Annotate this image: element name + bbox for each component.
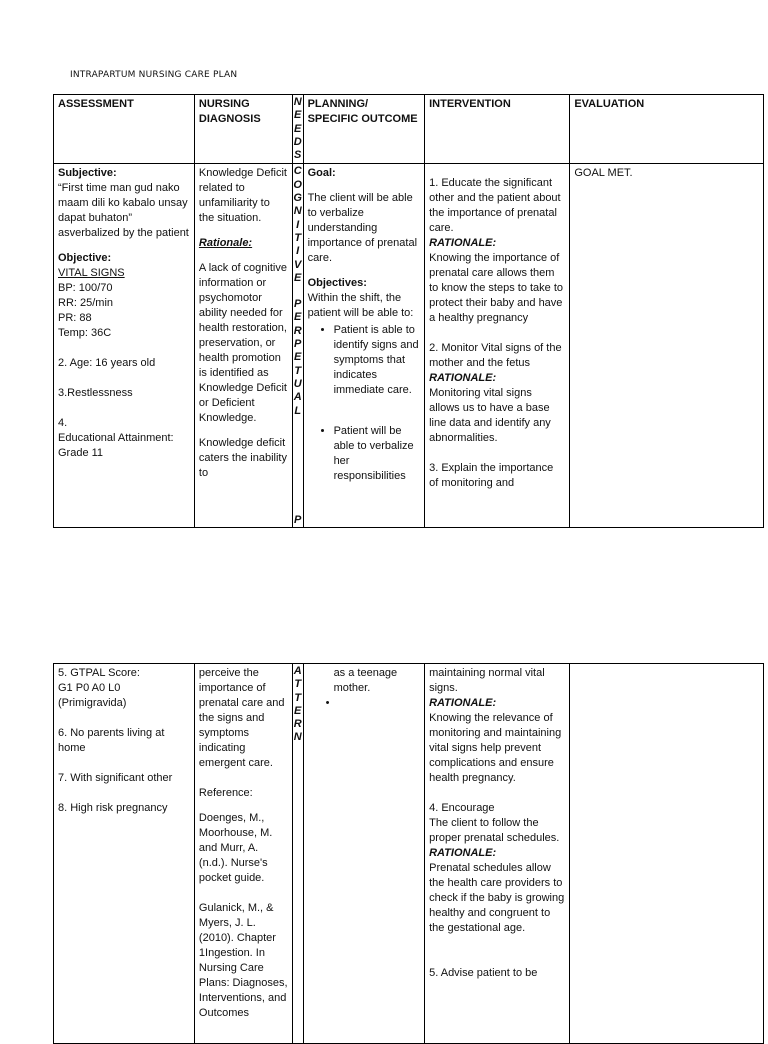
goal-text: The client will be able to verbalize understanding importance of prenatal care. bbox=[307, 192, 418, 265]
intervention-cell bbox=[425, 664, 570, 1044]
header-needs: N E E D S bbox=[292, 95, 303, 164]
rationale-text: A lack of cognitive information or psychomotor ability needed for health restoration, preservation, or health promotion is identified as Knowledge Deficit or Deficient Knowledge. bbox=[198, 262, 287, 425]
assessment-cell bbox=[54, 664, 195, 1044]
rationale-text-continued: Knowledge deficit caters the inability to bbox=[198, 437, 287, 480]
needs-cell: C O G N I T I V E P E R P E T U A L P bbox=[293, 165, 302, 527]
assessment-item-4-number: 4. bbox=[58, 417, 68, 430]
assessment-item-5-note: (Primigravida) bbox=[58, 697, 127, 709]
vital-rr: RR: 25/min bbox=[58, 297, 114, 310]
rationale-label: RATIONALE: bbox=[429, 847, 497, 859]
objective-item: • Patient will be able to verbalize her responsibilities bbox=[334, 424, 421, 484]
planning-cell bbox=[303, 164, 425, 528]
assessment-item-8: 8. High risk pregnancy bbox=[58, 802, 168, 814]
header-intervention: INTERVENTION bbox=[425, 95, 570, 164]
reference-2: Gulanick, M., & Myers, J. L. (2010). Chapter 1Ingestion. In Nursing Care Plans: Diagnoses, Interventions, and Outcomes bbox=[198, 902, 288, 1019]
vital-signs-label: VITAL SIGNS bbox=[58, 267, 125, 280]
intervention-2: 2. Monitor Vital signs of the mother and the fetus bbox=[429, 342, 562, 370]
diagnosis-text-continued: perceive the importance of prenatal care and the signs and symptoms indicating emergent care. bbox=[198, 667, 285, 769]
objective-label: Objective: bbox=[58, 252, 112, 265]
rationale-4: Prenatal schedules allow the health care providers to check if the baby is growing healthy and congruent to the gestational age. bbox=[429, 862, 565, 934]
needs-letter-last: P bbox=[294, 514, 302, 527]
reference-1: Doenges, M., Moorhouse, M. and Murr, A. (n.d.). Nurse's pocket guide. bbox=[198, 812, 273, 884]
vital-temp: Temp: 36C bbox=[58, 327, 112, 340]
rationale-2: Monitoring vital signs allows us to have a base line data and identify any abnormalities. bbox=[429, 387, 551, 445]
rationale-label: RATIONALE: bbox=[429, 237, 497, 250]
intervention-4: 4. Encourage bbox=[429, 802, 495, 814]
vital-bp: BP: 100/70 bbox=[58, 282, 113, 295]
care-plan-table-page-2 bbox=[53, 663, 764, 1044]
content-row bbox=[54, 164, 764, 528]
header-evaluation: EVALUATION bbox=[570, 95, 764, 164]
diagnosis-cell bbox=[194, 664, 292, 1044]
goal-label: Goal: bbox=[307, 167, 336, 180]
header-nursing-diagnosis: NURSING DIAGNOSIS bbox=[194, 95, 292, 164]
intervention-continued: maintaining normal vital signs. bbox=[429, 667, 545, 694]
intervention-4-detail: The client to follow the proper prenatal schedules. bbox=[429, 817, 560, 844]
needs-cell: A T T E R N bbox=[292, 664, 303, 1044]
care-plan-table-page-1 bbox=[53, 94, 764, 528]
vital-pr: PR: 88 bbox=[58, 312, 92, 325]
intervention-1: 1. Educate the significant other and the patient about the importance of prenatal care. bbox=[429, 177, 561, 235]
assessment-item-5-gtpal: G1 P0 A0 L0 bbox=[58, 682, 121, 694]
objectives-label: Objectives: bbox=[307, 277, 367, 290]
assessment-item-2: 2. Age: 16 years old bbox=[58, 357, 156, 370]
diagnosis-text: Knowledge Deficit related to unfamiliarity to the situation. bbox=[198, 167, 287, 225]
rationale-3: Knowing the relevance of monitoring and maintaining vital signs help prevent complications and ensure health pregnancy. bbox=[429, 712, 562, 784]
assessment-item-6: 6. No parents living at home bbox=[58, 727, 165, 754]
header-row bbox=[54, 95, 764, 164]
intervention-5: 5. Advise patient to be bbox=[429, 967, 538, 979]
assessment-item-5: 5. GTPAL Score: bbox=[58, 667, 140, 679]
empty-bullet: • bbox=[325, 697, 330, 709]
evaluation-cell bbox=[570, 664, 764, 1044]
content-row-continued bbox=[54, 664, 764, 1044]
objectives-list bbox=[308, 323, 421, 484]
subjective-label: Subjective: bbox=[58, 167, 117, 180]
header-assessment: ASSESSMENT bbox=[54, 95, 195, 164]
planning-cell bbox=[303, 664, 425, 1044]
evaluation-text: GOAL MET. bbox=[574, 167, 633, 180]
objectives-intro: Within the shift, the patient will be able to: bbox=[307, 292, 414, 320]
assessment-cell bbox=[54, 164, 195, 528]
intervention-3: 3. Explain the importance of monitoring and bbox=[429, 462, 554, 490]
diagnosis-cell bbox=[194, 164, 292, 528]
subjective-text: “First time man gud nako maam dili ko kabalo unsay dapat buhaton” asverbalized by the patient bbox=[58, 182, 189, 240]
header-planning: PLANNING/ SPECIFIC OUTCOME bbox=[303, 95, 425, 164]
evaluation-cell bbox=[570, 164, 764, 528]
reference-label: Reference: bbox=[198, 787, 253, 799]
document-title: INTRAPARTUM NURSING CARE PLAN bbox=[70, 70, 238, 80]
objective-item: • Patient is able to identify signs and symptoms that indicates immediate care. bbox=[334, 323, 421, 398]
assessment-item-4-text: Educational Attainment: Grade 11 bbox=[58, 432, 174, 460]
assessment-item-3: 3.Restlessness bbox=[58, 387, 133, 400]
intervention-cell bbox=[425, 164, 570, 528]
planning-continued: as a teenage mother. bbox=[333, 667, 398, 694]
rationale-label: RATIONALE: bbox=[429, 697, 497, 709]
rationale-label: RATIONALE: bbox=[429, 372, 497, 385]
assessment-item-7: 7. With significant other bbox=[58, 772, 173, 784]
rationale-1: Knowing the importance of prenatal care allows them to know the steps to take to protect their baby and have a healthy pregnancy bbox=[429, 252, 564, 325]
rationale-label: Rationale: bbox=[198, 237, 253, 250]
